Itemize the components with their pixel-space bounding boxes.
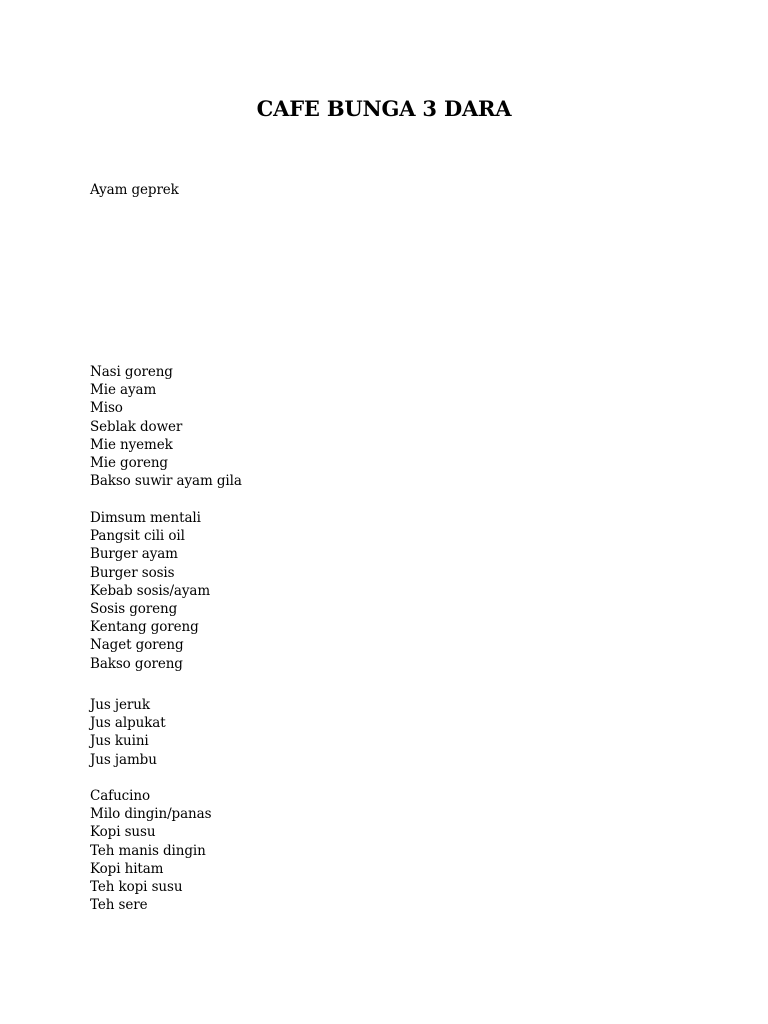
menu-item: Jus alpukat bbox=[90, 715, 166, 732]
menu-item: Naget goreng bbox=[90, 637, 184, 654]
menu-item: Nasi goreng bbox=[90, 364, 173, 380]
menu-item: Seblak dower bbox=[90, 418, 183, 435]
menu-item: Teh kopi susu bbox=[90, 879, 183, 896]
menu-item: Teh sere bbox=[90, 897, 148, 914]
menu-item: Mie ayam bbox=[90, 382, 157, 399]
menu-item: Jus kuini bbox=[90, 733, 149, 750]
menu-item: Miso bbox=[90, 400, 123, 417]
menu-item: Kopi hitam bbox=[90, 860, 164, 877]
menu-item: Teh manis dingin bbox=[90, 842, 206, 859]
menu-group-noodles-rice bbox=[90, 363, 242, 490]
page-title: CAFE BUNGA 3 DARA bbox=[256, 96, 512, 121]
menu-item: Sosis goreng bbox=[90, 601, 178, 618]
menu-item: Kebab sosis/ayam bbox=[90, 582, 211, 599]
menu-item: Bakso goreng bbox=[90, 655, 183, 672]
menu-group-drinks bbox=[90, 787, 211, 914]
menu-item: Ayam geprek bbox=[90, 182, 179, 198]
menu-item: Dimsum mentali bbox=[90, 510, 201, 526]
menu-item: Burger sosis bbox=[90, 564, 175, 581]
menu-item: Bakso suwir ayam gila bbox=[90, 473, 242, 490]
menu-item: Kentang goreng bbox=[90, 619, 199, 636]
menu-item: Burger ayam bbox=[90, 546, 178, 563]
menu-item: Pangsit cili oil bbox=[90, 528, 185, 545]
menu-item: Mie nyemek bbox=[90, 436, 173, 453]
menu-group-snacks bbox=[90, 509, 210, 673]
menu-item: Jus jeruk bbox=[90, 697, 150, 713]
menu-item: Jus jambu bbox=[90, 751, 157, 768]
menu-item: Kopi susu bbox=[90, 824, 156, 841]
menu-item: Milo dingin/panas bbox=[90, 806, 212, 823]
menu-group-main-dish bbox=[90, 181, 179, 199]
menu-group-juices bbox=[90, 696, 166, 769]
menu-item: Cafucino bbox=[90, 788, 150, 804]
menu-item: Mie goreng bbox=[90, 455, 168, 472]
